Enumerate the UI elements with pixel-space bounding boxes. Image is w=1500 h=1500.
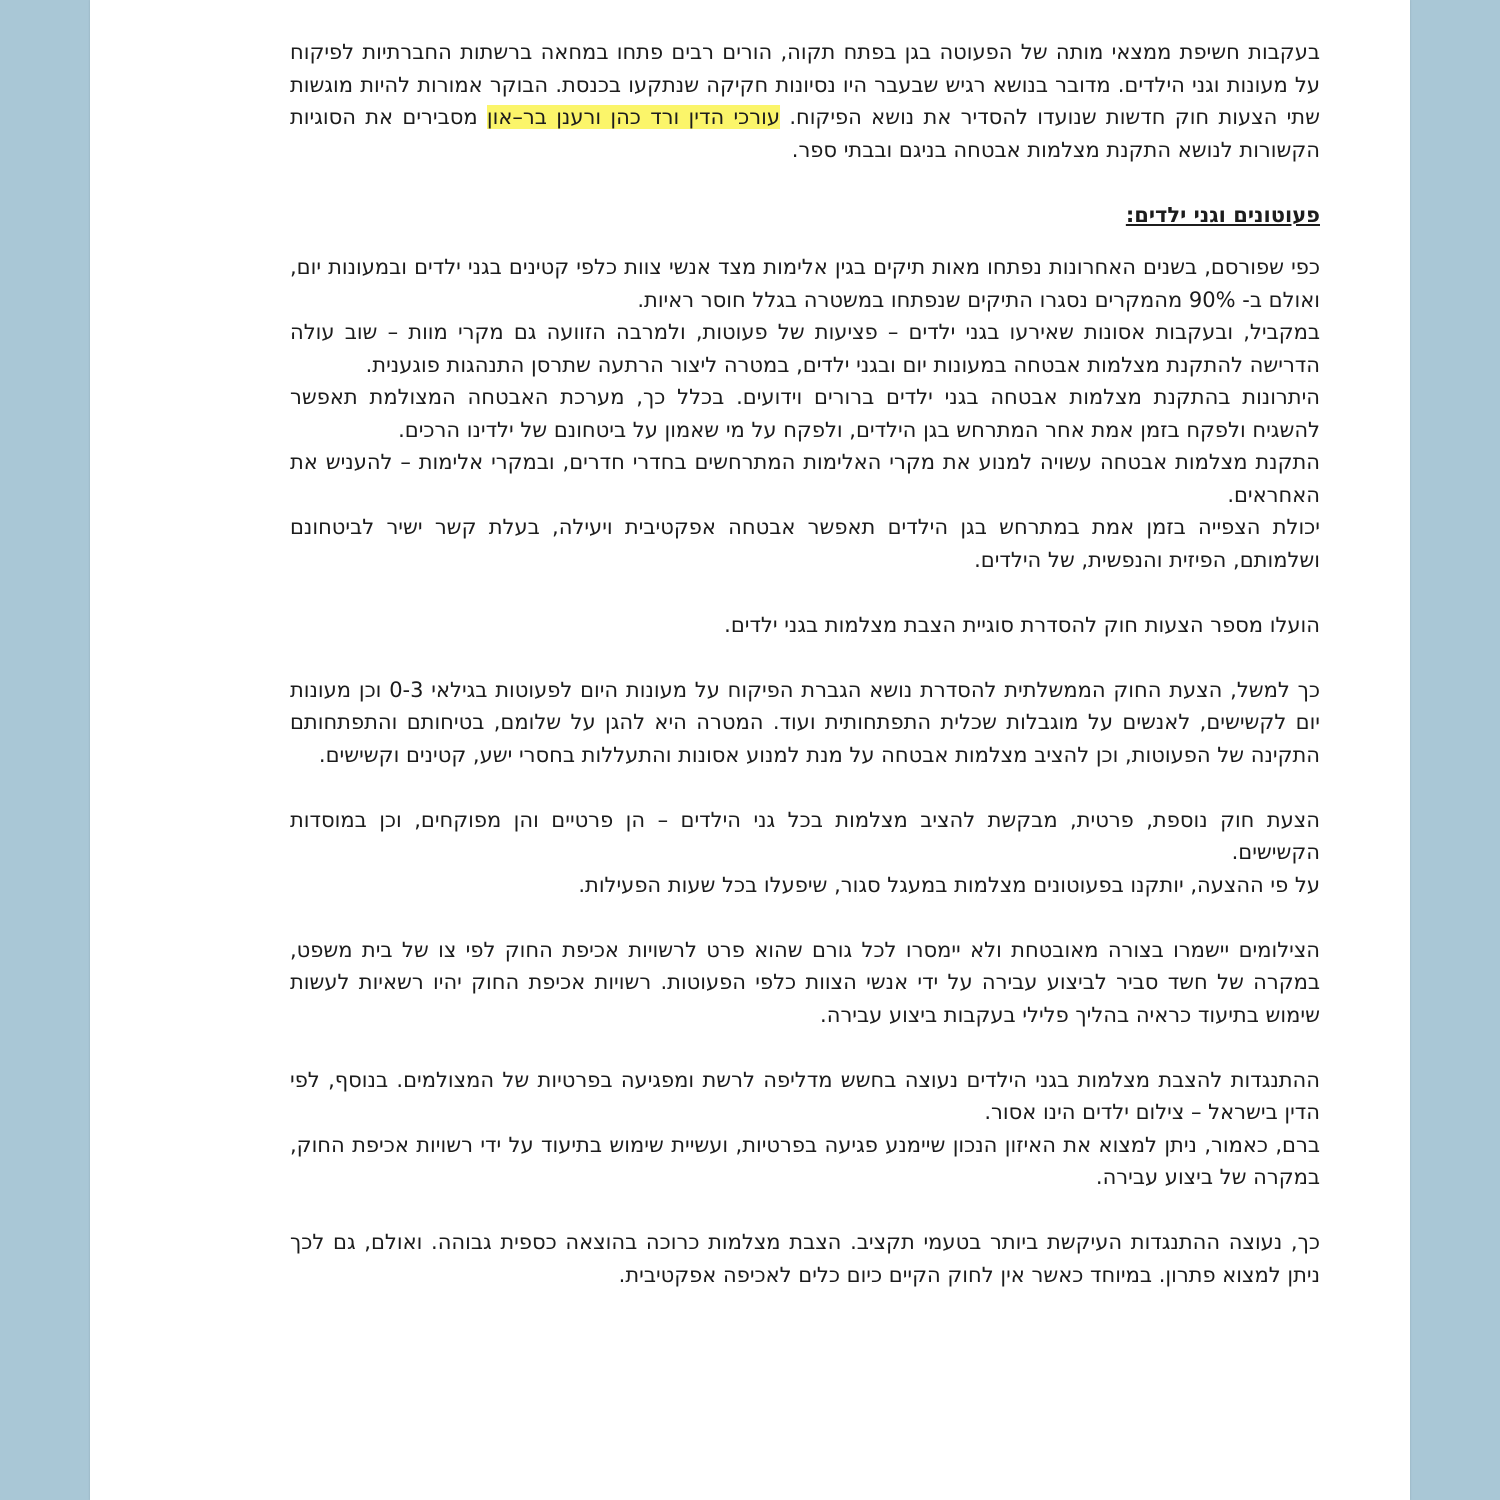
paragraph-budget: כך, נעוצה ההתנגדות העיקשת ביותר בטעמי תקציב. הצבת מצלמות כרוכה בהוצאה כספית גבוהה. ואולם, גם לכך ניתן למצוא פתרון. במיוחד כאשר אין לחוק הקיים כיום כלים לאכיפה אפקטיבית. [290,1230,1320,1287]
paragraph-private-bill: הצעת חוק נוספת, פרטית, מבקשת להציב מצלמות בכל גני הילדים – הן פרטיים והן מפוקחים, וכן במוסדות הקשישים. [290,807,1320,864]
highlighted-lawyers-names: עורכי הדין ורד כהן ורענן בר–און [486,105,780,129]
document-body [290,36,1320,1291]
intro-paragraph [290,36,1320,166]
paragraph-recordings: הצילומים יישמרו בצורה מאובטחת ולא יימסרו לכל גורם שהוא פרט לרשויות אכיפת החוק לפי צו של בית משפט, במקרה של חשד סביר לביצוע עבירה על ידי אנשי הצוות כלפי הפעוטות. רשויות אכיפת החוק יהיו רשאיות לעשות שימוש בתיעוד כראיה בהליך פלילי בעקבות ביצוע עבירה. [290,937,1320,1027]
section-title: פעוטונים וגני ילדים: [1125,202,1320,227]
paragraph-prevention: התקנת מצלמות אבטחה עשויה למנוע את מקרי האלימות המתרחשים בחדרי חדרים, ובמקרי אלימות – להעניש את האחראים. [290,450,1320,507]
paragraph-advantages: היתרונות בהתקנת מצלמות אבטחה בגני ילדים ברורים וידועים. בכלל כך, מערכת האבטחה המצולמת תאפשר להשגיח ולפקח בזמן אמת אחר המתרחש בגן הילדים, ולפקח על מי שאמון על ביטחונם של ילדינו הרכים. [290,385,1320,442]
paragraph-balance: ברם, כאמור, ניתן למצוא את האיזון הנכון שיימנע פגיעה בפרטיות, ועשיית שימוש בתיעוד על ידי רשויות אכיפת החוק, במקרה של ביצוע עבירה. [290,1132,1320,1189]
paragraph-violence-cases: כפי שפורסם, בשנים האחרונות נפתחו מאות תיקים בגין אלימות מצד אנשי צוות כלפי קטינים בגני ילדים ובמעונות יום, ואולם ב- 90% מהמקרים נסגרו התיקים שנפתחו במשטרה בגלל חוסר ראיות. [290,255,1320,312]
paragraph-opposition: ההתנגדות להצבת מצלמות בגני הילדים נעוצה בחשש מדליפה לרשת ומפגיעה בפרטיות של המצולמים. בנוסף, לפי הדין בישראל – צילום ילדים הינו אסור. [290,1067,1320,1124]
paragraph-disasters: במקביל, ובעקבות אסונות שאירעו בגני ילדים – פציעות של פעוטות, ולמרבה הזוועה גם מקרי מוות – שוב עולה הדרישה להתקנת מצלמות אבטחה במעונות יום ובגני ילדים, במטרה ליצור הרתעה שתרסן התנהגות פוגענית. [290,320,1320,377]
document-page [90,0,1410,1500]
paragraph-government-bill: כך למשל, הצעת החוק הממשלתית להסדרת נושא הגברת הפיקוח על מעונות היום לפעוטות בגילאי 0-3 וכן מעונות יום לקשישים, לאנשים על מוגבלות שכלית התפתחותית ועוד. המטרה היא להגן על שלומם, בטיחותם והתפתחותם התקינה של הפעוטות, וכן להציב מצלמות אבטחה על מנת למנוע אסונות והתעללות בחסרי ישע, קטינים וקשישים. [290,677,1320,767]
paragraph-cctv: על פי ההצעה, יותקנו בפעוטונים מצלמות במעגל סגור, שיפעלו בכל שעות הפעילות. [578,872,1320,897]
intro-text-end: מסבירים את הסוגיות הקשורות לנושא התקנת מצלמות אבטחה בניגם ובבתי ספר. [290,105,1320,162]
paragraph-real-time: יכולת הצפייה בזמן אמת במתרחש בגן הילדים תאפשר אבטחה אפקטיבית ויעילה, בעלת קשר ישיר לביטחונם ושלמותם, הפיזית והנפשית, של הילדים. [290,515,1320,572]
paragraph-bills-raised: הועלו מספר הצעות חוק להסדרת סוגיית הצבת מצלמות בגני ילדים. [724,612,1320,637]
intro-text-start: בעקבות חשיפת ממצאי מותה של הפעוטה בגן בפתח תקוה, הורים רבים פתחו במחאה ברשתות החברתיות לפיקוח על מעונות וגני הילדים. מדובר בנושא רגיש שבעבר היו נסיונות חקיקה שנתקעו בכנסת. הבוקר אמורות להיות מוגשות שתי הצעות חוק חדשות שנועדו להסדיר את נושא הפיקוח. [290,40,1320,129]
